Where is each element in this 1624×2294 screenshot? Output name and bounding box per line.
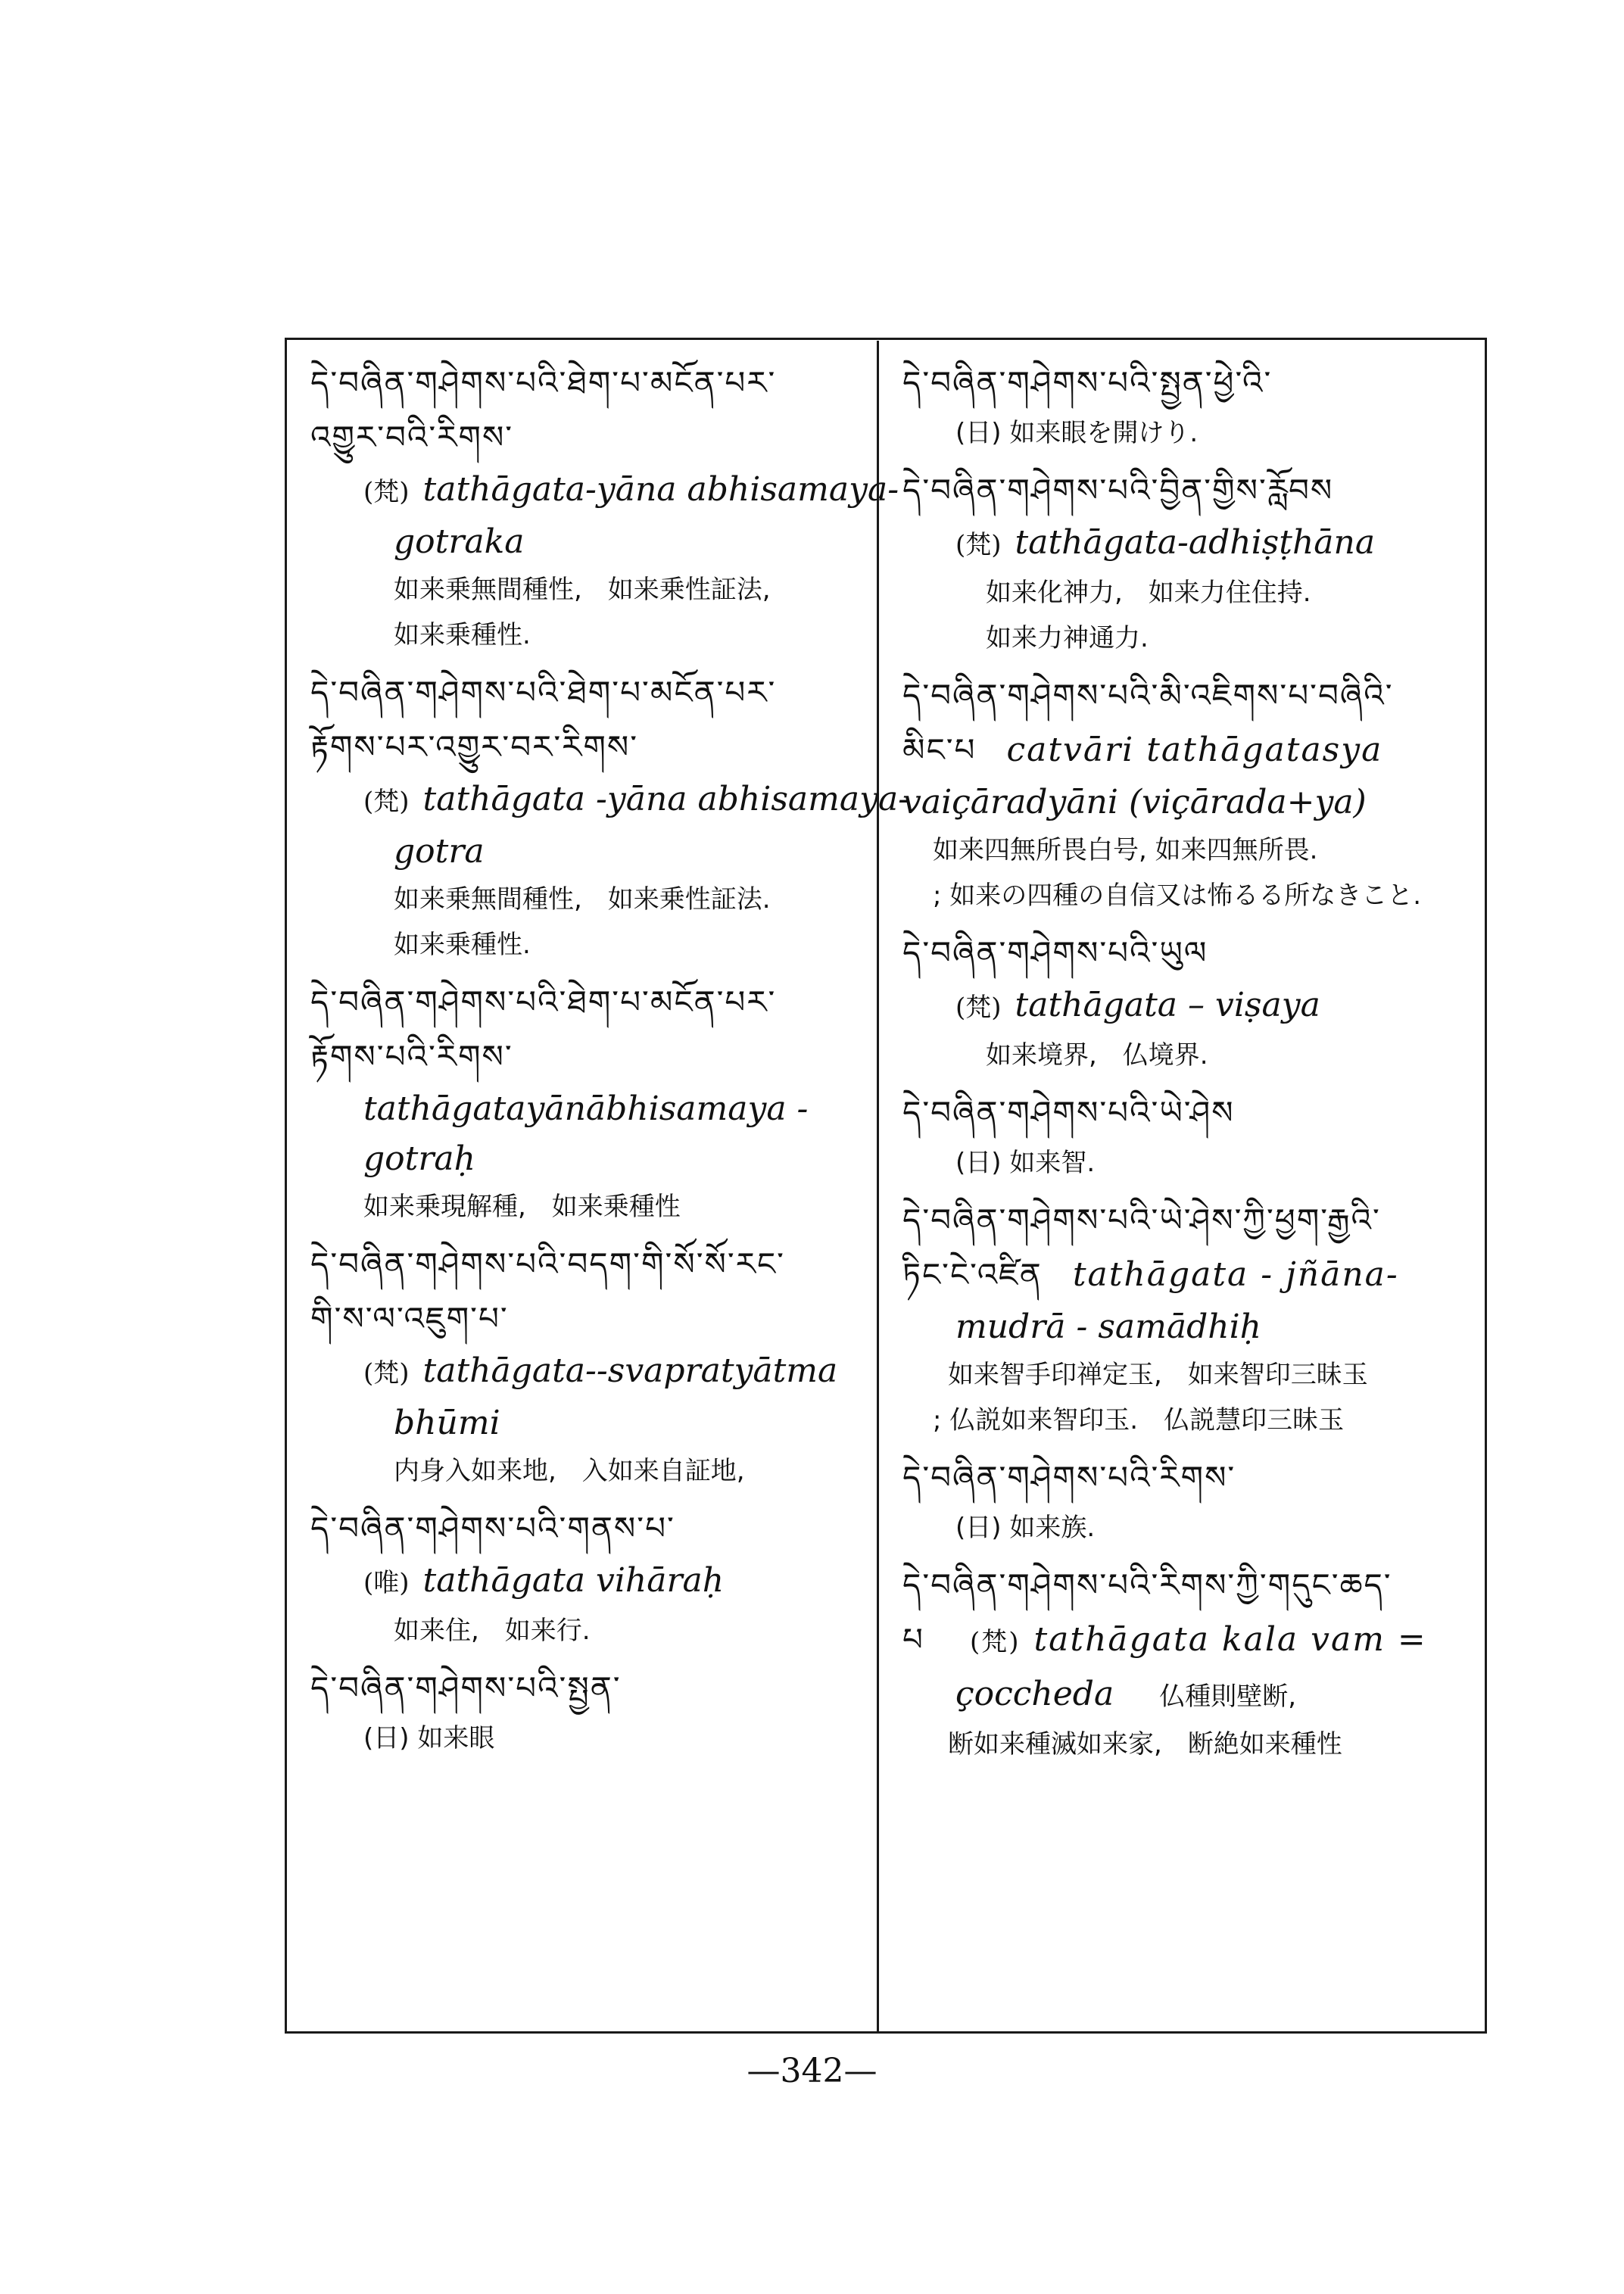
japanese-gloss: (日) 如来眼を開けり. — [955, 418, 1199, 448]
sanskrit-equivalent — [310, 465, 899, 517]
sanskrit-equivalent — [310, 1346, 871, 1398]
tibetan-headword: དེ་བཞིན་གཤེགས་པའི་བྱིན་གྱིས་རློབས — [902, 472, 1334, 509]
tibetan-headword: དེ་བཞིན་གཤེགས་པའི་ཡེ་ཤེས་ཀྱི་ཕྱག་རྒྱའི་ — [902, 1202, 1381, 1239]
dictionary-entry — [902, 463, 1478, 661]
tibetan-headword: དེ་བཞིན་གཤེགས་པའི་གནས་པ་ — [310, 1510, 675, 1547]
sanskrit-equivalent: tathāgatayānābhisamaya - — [363, 1089, 809, 1128]
sanskrit-equivalent: tathāgata - jñāna- — [1072, 1255, 1399, 1294]
dictionary-entry — [902, 1193, 1478, 1443]
sanskrit-text: tathāgata -yāna abhisamaya- — [422, 780, 910, 818]
sanskrit-equivalent — [310, 1556, 871, 1608]
sanskrit-equivalent-cont: vaiçāradyāni (viçārada+ya) — [902, 783, 1367, 821]
tibetan-text: མིང་པ — [902, 731, 977, 768]
tibetan-headword: དེ་བཞིན་གཤེགས་པའི་ཐེག་པ་མངོན་པར་ — [310, 983, 777, 1021]
tibetan-headword: དེ་བཞིན་གཤེགས་པའི་ཐེག་པ་མངོན་པར་ — [310, 674, 777, 711]
sanskrit-equivalent-cont: bhūmi — [394, 1404, 500, 1442]
sanskrit-equivalent-cont — [902, 1669, 1478, 1722]
dictionary-entry — [902, 356, 1478, 456]
dictionary-entry — [902, 926, 1478, 1078]
japanese-gloss: (日) 如来眼 — [363, 1723, 495, 1753]
sanskrit-equivalent-cont: mudrā - samādhiḥ — [955, 1308, 1262, 1346]
column-divider — [877, 341, 879, 2034]
sanskrit-text: tathāgata-adhiṣṭhāna — [1015, 523, 1376, 562]
tibetan-headword: དེ་བཞིན་གཤེགས་པའི་ཡུལ — [902, 934, 1208, 971]
japanese-gloss: 内身入如来地, 入如来自証地, — [394, 1456, 745, 1486]
tibetan-headword-cont — [902, 1248, 1478, 1302]
japanese-gloss: 如来乗無間種性, 如来乗性証法, — [394, 575, 771, 605]
japanese-gloss: 如来化神力, 如来力住住持. — [986, 578, 1311, 608]
japanese-gloss: 如来四無所畏白号, 如来四無所畏. — [933, 835, 1318, 865]
tibetan-headword: དེ་བཞིན་གཤེགས་པའི་ཐེག་པ་མངོན་པར་ — [310, 364, 777, 401]
dictionary-entry — [902, 1558, 1478, 1767]
dictionary-entry — [310, 356, 899, 658]
japanese-gloss: 断如来種滅如来家, 断絶如来種性 — [948, 1729, 1342, 1759]
sanskrit-text: tathāgata – viṣaya — [1015, 986, 1320, 1024]
japanese-gloss: 如来乗無間種性, 如来乗性証法. — [394, 884, 771, 915]
japanese-gloss: ; 如来の四種の自信又は怖るる所なきこと. — [933, 881, 1422, 911]
japanese-gloss: 如来智手印禅定玉, 如来智印三昧玉 — [948, 1360, 1368, 1390]
tibetan-headword-cont: འགྱུར་བའི་རིགས་ — [310, 419, 514, 456]
japanese-gloss: 如来乗種性. — [394, 620, 531, 650]
tibetan-text: ཏིང་ངེ་འཛིན — [902, 1256, 1043, 1293]
dictionary-entry — [902, 669, 1478, 918]
tibetan-headword: དེ་བཞིན་གཤེགས་པའི་རིགས་ — [902, 1459, 1236, 1496]
source-tag: (梵) — [955, 993, 1002, 1023]
source-tag: (梵) — [363, 787, 410, 817]
sanskrit-equivalent-cont: gotraḥ — [363, 1139, 475, 1178]
sanskrit-text: tathāgata vihāraḥ — [422, 1561, 725, 1600]
sanskrit-equivalent — [902, 980, 1478, 1033]
dictionary-entry — [310, 975, 871, 1230]
tibetan-text: པ — [902, 1621, 924, 1658]
tibetan-headword: དེ་བཞིན་གཤེགས་པའི་རིགས་ཀྱི་གདུང་ཆད་ — [902, 1566, 1392, 1604]
japanese-gloss: (日) 如来族. — [955, 1513, 1096, 1543]
sanskrit-text: tathāgata-yāna abhisamaya- — [422, 470, 899, 509]
right-column — [902, 356, 1478, 1775]
tibetan-headword: དེ་བཞིན་གཤེགས་པའི་སྤྱན་ཕྱེ་འི་ — [902, 364, 1273, 401]
dictionary-entry — [902, 1451, 1478, 1551]
page-number: —342— — [747, 2052, 877, 2090]
japanese-gloss: 如来力神通力. — [986, 623, 1149, 653]
dictionary-entry — [902, 1086, 1478, 1186]
tibetan-headword-cont: རྟོགས་པའི་རིགས་ — [310, 1038, 513, 1075]
left-column — [310, 356, 910, 1769]
dictionary-entry — [310, 1237, 871, 1494]
tibetan-headword: དེ་བཞིན་གཤེགས་པའི་སྤྱན་ — [310, 1669, 622, 1706]
japanese-gloss: (日) 如来智. — [955, 1148, 1096, 1178]
tibetan-headword-cont — [902, 723, 1478, 778]
sanskrit-equivalent-cont: gotra — [394, 832, 485, 871]
dictionary-entry — [310, 1501, 871, 1653]
tibetan-headword-cont — [902, 1613, 1478, 1669]
sanskrit-text: çoccheda — [955, 1675, 1114, 1713]
source-tag: (唯) — [363, 1568, 410, 1598]
source-tag: (梵) — [363, 477, 410, 507]
tibetan-headword: དེ་བཞིན་གཤེགས་པའི་མི་འཇིགས་པ་བཞིའི་ — [902, 677, 1394, 714]
source-tag: (梵) — [363, 1358, 410, 1389]
sanskrit-text: tathāgata--svapratyātma — [422, 1351, 838, 1390]
tibetan-headword-cont: གི་ས་ལ་འཇུག་པ་ — [310, 1300, 509, 1337]
tibetan-headword-cont: རྟོགས་པར་འགྱུར་བར་རིགས་ — [310, 728, 639, 765]
japanese-gloss: ; 仏説如来智印玉. 仏説慧印三昧玉 — [933, 1405, 1345, 1435]
source-tag: (梵) — [969, 1627, 1021, 1657]
sanskrit-equivalent — [310, 775, 910, 827]
tibetan-headword: དེ་བཞིན་གཤེགས་པའི་བདག་གི་སོ་སོ་རང་ — [310, 1245, 785, 1283]
dictionary-entry — [310, 1661, 871, 1761]
japanese-gloss: 如来境界, 仏境界. — [986, 1040, 1208, 1071]
dictionary-entry — [310, 665, 910, 968]
sanskrit-text: tathāgata kala vam = — [1033, 1620, 1427, 1659]
sanskrit-equivalent: catvāri tathāgatasya — [1006, 731, 1383, 769]
japanese-gloss: 如来乗種性. — [394, 930, 531, 960]
japanese-gloss: 如来乗現解種, 如来乗種性 — [363, 1192, 681, 1222]
sanskrit-equivalent-cont: gotraka — [394, 522, 525, 561]
sanskrit-equivalent — [902, 518, 1478, 570]
japanese-gloss: 如来住, 如来行. — [394, 1616, 591, 1646]
tibetan-headword: དེ་བཞིན་གཤེགས་པའི་ཡེ་ཤེས — [902, 1094, 1235, 1131]
source-tag: (梵) — [955, 530, 1002, 560]
japanese-gloss: 仏種則壁断, — [1159, 1682, 1297, 1712]
sanskrit-equivalent — [970, 1620, 1427, 1659]
